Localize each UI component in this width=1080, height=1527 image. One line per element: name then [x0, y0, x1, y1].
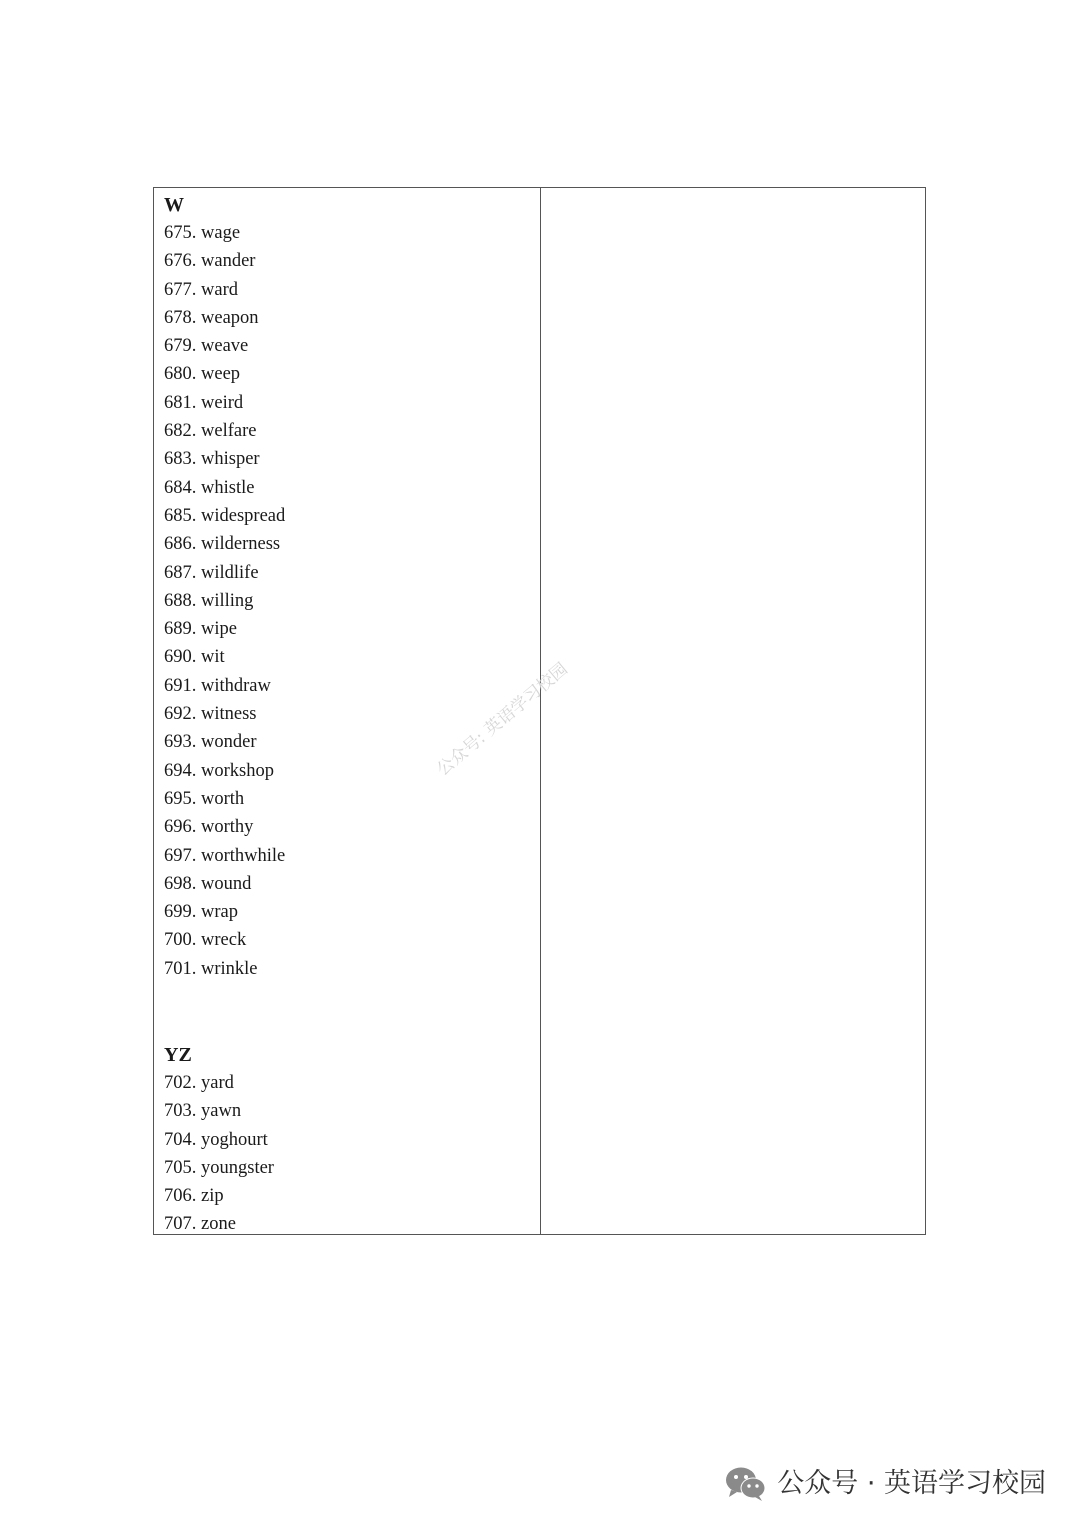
word-item: 687. wildlife: [164, 562, 259, 583]
word-item: 683. whisper: [164, 449, 260, 470]
section-yz: [164, 1041, 274, 1239]
word-item: 706. zip: [164, 1186, 224, 1207]
word-item: 690. wit: [164, 647, 225, 668]
word-item: 697. worthwhile: [164, 845, 286, 866]
footer-brand: [725, 1464, 1046, 1504]
vocabulary-table: [153, 187, 926, 1235]
word-item: 704. yoghourt: [164, 1129, 268, 1150]
word-item: 675. wage: [164, 223, 241, 243]
word-item: 692. witness: [164, 704, 257, 725]
word-item: 694. workshop: [164, 760, 274, 781]
footer-brand-text: 公众号 · 英语学习校园: [777, 1468, 1046, 1499]
word-item: 680. weep: [164, 364, 241, 385]
word-item: 705. youngster: [164, 1157, 274, 1178]
word-item: 695. worth: [164, 788, 245, 809]
word-item: 677. ward: [164, 279, 238, 300]
word-item: 698. wound: [164, 873, 252, 894]
word-item: 696. worthy: [164, 817, 254, 838]
word-item: 676. wander: [164, 251, 256, 272]
word-item: 688. willing: [164, 590, 254, 611]
word-item: 700. wreck: [164, 930, 247, 951]
word-item: 707. zone: [164, 1214, 236, 1235]
word-item: 702. yard: [164, 1073, 234, 1093]
section-heading: YZ: [164, 1044, 192, 1066]
word-item: 701. wrinkle: [164, 958, 258, 979]
section-w: [164, 191, 285, 983]
word-item: 689. wipe: [164, 619, 237, 640]
word-item: 678. weapon: [164, 307, 259, 328]
word-list: [164, 219, 285, 983]
table-left-column: [154, 188, 541, 1234]
word-item: 693. wonder: [164, 732, 257, 753]
word-list: [164, 1069, 274, 1239]
table-right-column: [541, 188, 925, 1234]
section-heading: W: [164, 194, 184, 216]
word-item: 703. yawn: [164, 1101, 242, 1122]
word-item: 686. wilderness: [164, 534, 281, 555]
word-item: 699. wrap: [164, 902, 238, 923]
word-item: 691. withdraw: [164, 675, 271, 696]
word-item: 681. weird: [164, 392, 244, 413]
word-item: 679. weave: [164, 336, 249, 357]
watermark: 公众号: 英语学习校园: [433, 659, 572, 781]
word-item: 682. welfare: [164, 421, 257, 442]
word-item: 684. whistle: [164, 477, 255, 498]
word-item: 685. widespread: [164, 505, 286, 526]
wechat-icon: [725, 1466, 767, 1502]
